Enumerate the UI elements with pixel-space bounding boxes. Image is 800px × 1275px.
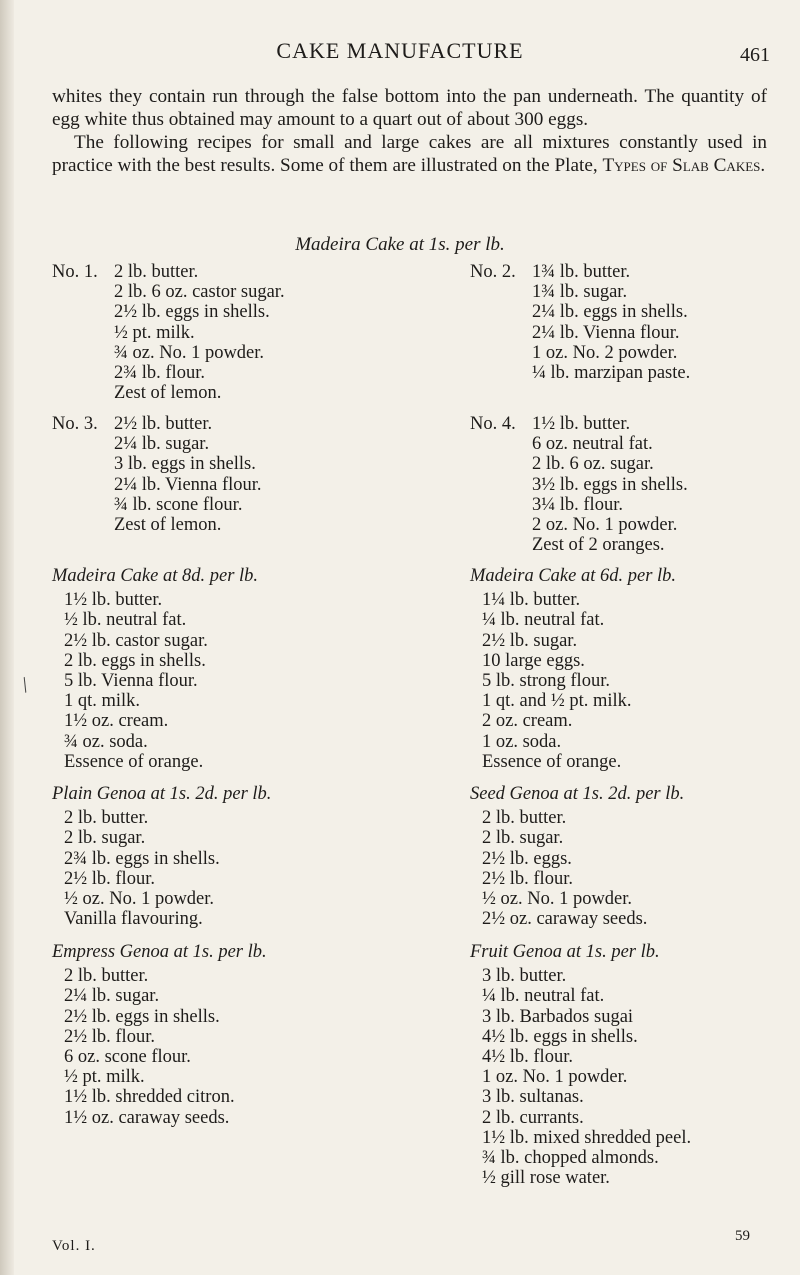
ingredient-line: ½ pt. milk. (64, 1067, 145, 1088)
ingredient-line: 3¼ lb. flour. (532, 494, 623, 515)
ingredient-line: 3 lb. eggs in shells. (114, 454, 256, 475)
recipe-seed-genoa (470, 784, 684, 929)
ingredient-line: 2 lb. eggs in shells. (64, 650, 206, 671)
ingredient-line: 2¾ lb. eggs in shells. (64, 848, 220, 869)
ingredient-line: 6 oz. neutral fat. (532, 434, 653, 455)
ingredient-line: 3 lb. sultanas. (482, 1087, 584, 1108)
recipe-title: Seed Genoa at 1s. 2d. per lb. (470, 784, 685, 804)
madeira-1s-heading: Madeira Cake at 1s. per lb. (295, 234, 505, 255)
ingredient-line: 2¼ lb. Vienna flour. (532, 322, 680, 343)
ingredient-line: ¼ lb. marzipan paste. (532, 363, 691, 384)
ingredient-line: ¾ oz. soda. (64, 731, 148, 752)
intro-p2-text: The following recipes for small and large cakes are all mixtures constantly used in practice with the best results. Some of them are illustrated on the Plate, (52, 132, 767, 176)
ingredient-line: Vanilla flavouring. (64, 909, 203, 930)
ingredient-line: 2½ lb. sugar. (482, 630, 578, 651)
plate-reference: Types of Slab Cakes (602, 155, 761, 176)
recipe-title: Empress Genoa at 1s. per lb. (52, 942, 267, 962)
recipe-title: Fruit Genoa at 1s. per lb. (470, 942, 660, 962)
ingredient-line: 1 qt. milk. (64, 691, 141, 712)
ingredient-line: 2¼ lb. eggs in shells. (532, 302, 688, 323)
ingredient-line: ¾ lb. scone flour. (114, 494, 243, 515)
recipe-plain-genoa (52, 784, 271, 929)
ingredient-line: 2¼ lb. sugar. (114, 434, 210, 455)
ingredient-line: 2 lb. butter. (482, 808, 567, 829)
ingredient-line: ½ pt. milk. (114, 322, 195, 343)
signature-mark: 59 (735, 1228, 750, 1244)
recipe-no-4 (470, 414, 688, 555)
recipe-empress-genoa (52, 942, 267, 1128)
ingredient-line: 2 lb. butter. (64, 966, 149, 987)
ingredient-line: 3½ lb. eggs in shells. (532, 474, 688, 495)
ingredient-line: 2½ lb. butter. (114, 414, 213, 434)
ingredient-line: Zest of lemon. (114, 515, 222, 536)
recipe-title: Madeira Cake at 8d. per lb. (52, 566, 259, 586)
ingredient-line: 2¼ lb. sugar. (64, 986, 160, 1007)
ingredient-line: 3 lb. butter. (482, 966, 567, 987)
recipe-fruit-genoa (470, 942, 691, 1188)
ingredient-line: Zest of lemon. (114, 383, 222, 404)
recipe-no-2 (470, 262, 690, 383)
intro-p2-end: . (760, 155, 766, 176)
ingredient-line: 2½ lb. eggs in shells. (64, 1006, 220, 1027)
recipe-madeira-6d (470, 566, 676, 772)
ingredient-line: 2½ lb. castor sugar. (64, 630, 208, 651)
ingredient-line: 2½ lb. eggs in shells. (114, 302, 270, 323)
ingredient-line: 2½ lb. eggs. (482, 848, 572, 869)
intro-paragraph-1: whites they contain run through the false bottom into the pan underneath. The quantity of egg white thus obtained may amount to a quart out of about 300 eggs. (52, 86, 767, 130)
ingredient-line: 1¼ lb. butter. (482, 590, 581, 611)
ingredient-line: 2 lb. currants. (482, 1107, 584, 1128)
ingredient-line: ½ lb. neutral fat. (64, 610, 187, 631)
ingredient-line: 2½ lb. flour. (64, 1026, 155, 1047)
ingredient-line: 1¾ lb. sugar. (532, 282, 628, 303)
intro-text (52, 85, 767, 177)
ingredient-line: 2 lb. sugar. (482, 828, 564, 849)
ingredient-line: ¾ oz. No. 1 powder. (114, 342, 265, 363)
ingredient-line: 2 lb. butter. (114, 262, 199, 282)
ingredient-line: 2 lb. 6 oz. castor sugar. (114, 282, 285, 303)
ingredient-line: 2 lb. 6 oz. sugar. (532, 454, 654, 475)
ingredient-line: ½ gill rose water. (482, 1168, 610, 1189)
ingredient-line: 6 oz. scone flour. (64, 1047, 191, 1068)
ingredient-line: 1¾ lb. butter. (532, 262, 631, 282)
ingredient-line: ¼ lb. neutral fat. (482, 610, 605, 631)
ingredient-line: 2 oz. No. 1 powder. (532, 515, 678, 536)
ingredient-line: 2 lb. butter. (64, 808, 149, 829)
ingredient-line: 4½ lb. eggs in shells. (482, 1026, 638, 1047)
ingredient-line: ½ oz. No. 1 powder. (482, 889, 633, 910)
recipe-no-3 (52, 414, 262, 535)
ingredient-line: 2¼ lb. Vienna flour. (114, 474, 262, 495)
ingredient-line: 1½ lb. shredded citron. (64, 1087, 235, 1108)
ingredient-line: 10 large eggs. (482, 650, 585, 671)
ingredient-line: 1 oz. No. 1 powder. (482, 1067, 628, 1088)
ingredient-line: ¼ lb. neutral fat. (482, 986, 605, 1007)
ingredient-line: 1 qt. and ½ pt. milk. (482, 691, 632, 712)
ingredient-line: Essence of orange. (64, 751, 204, 772)
ingredient-line: 1½ lb. mixed shredded peel. (482, 1127, 692, 1148)
ingredient-line: 2 oz. cream. (482, 711, 573, 732)
page-number: 461 (740, 44, 770, 66)
recipe-no-1 (52, 262, 285, 403)
ingredient-line: 2½ lb. flour. (482, 868, 573, 889)
page-binding-shadow (0, 0, 14, 1275)
recipe-number: No. 2. (470, 262, 516, 282)
running-head: CAKE MANUFACTURE (276, 38, 524, 63)
ingredient-line: 5 lb. strong flour. (482, 671, 610, 692)
ingredient-line: 1 oz. soda. (482, 731, 562, 752)
ingredient-line: 5 lb. Vienna flour. (64, 671, 198, 692)
recipe-number: No. 1. (52, 262, 98, 282)
ingredient-line: ½ oz. No. 1 powder. (64, 889, 215, 910)
ingredient-line: 1½ oz. cream. (64, 711, 169, 732)
ingredient-line: 2¾ lb. flour. (114, 363, 205, 384)
recipe-madeira-8d (52, 566, 258, 772)
ingredient-line: 1½ lb. butter. (532, 414, 631, 434)
intro-paragraph-2 (52, 131, 767, 177)
ingredient-line: 2½ lb. flour. (64, 868, 155, 889)
ingredient-line: 2½ oz. caraway seeds. (482, 909, 648, 930)
recipe-title: Plain Genoa at 1s. 2d. per lb. (52, 784, 272, 804)
ingredient-line: 1½ lb. butter. (64, 590, 163, 611)
ingredient-line: 1 oz. No. 2 powder. (532, 342, 678, 363)
ingredient-line: 3 lb. Barbados sugai (482, 1006, 634, 1027)
ingredient-line: 4½ lb. flour. (482, 1047, 573, 1068)
recipe-title: Madeira Cake at 6d. per lb. (470, 566, 677, 586)
ingredient-line: 2 lb. sugar. (64, 828, 146, 849)
ingredient-line: 1½ oz. caraway seeds. (64, 1107, 230, 1128)
recipe-number: No. 3. (52, 414, 98, 434)
ingredient-line: Essence of orange. (482, 751, 622, 772)
ingredient-line: ¾ lb. chopped almonds. (482, 1148, 659, 1169)
volume-label: Vol. I. (52, 1238, 96, 1254)
ingredient-line: Zest of 2 oranges. (532, 535, 665, 556)
pencil-tick-mark-icon: / (16, 671, 33, 698)
recipe-number: No. 4. (470, 414, 516, 434)
